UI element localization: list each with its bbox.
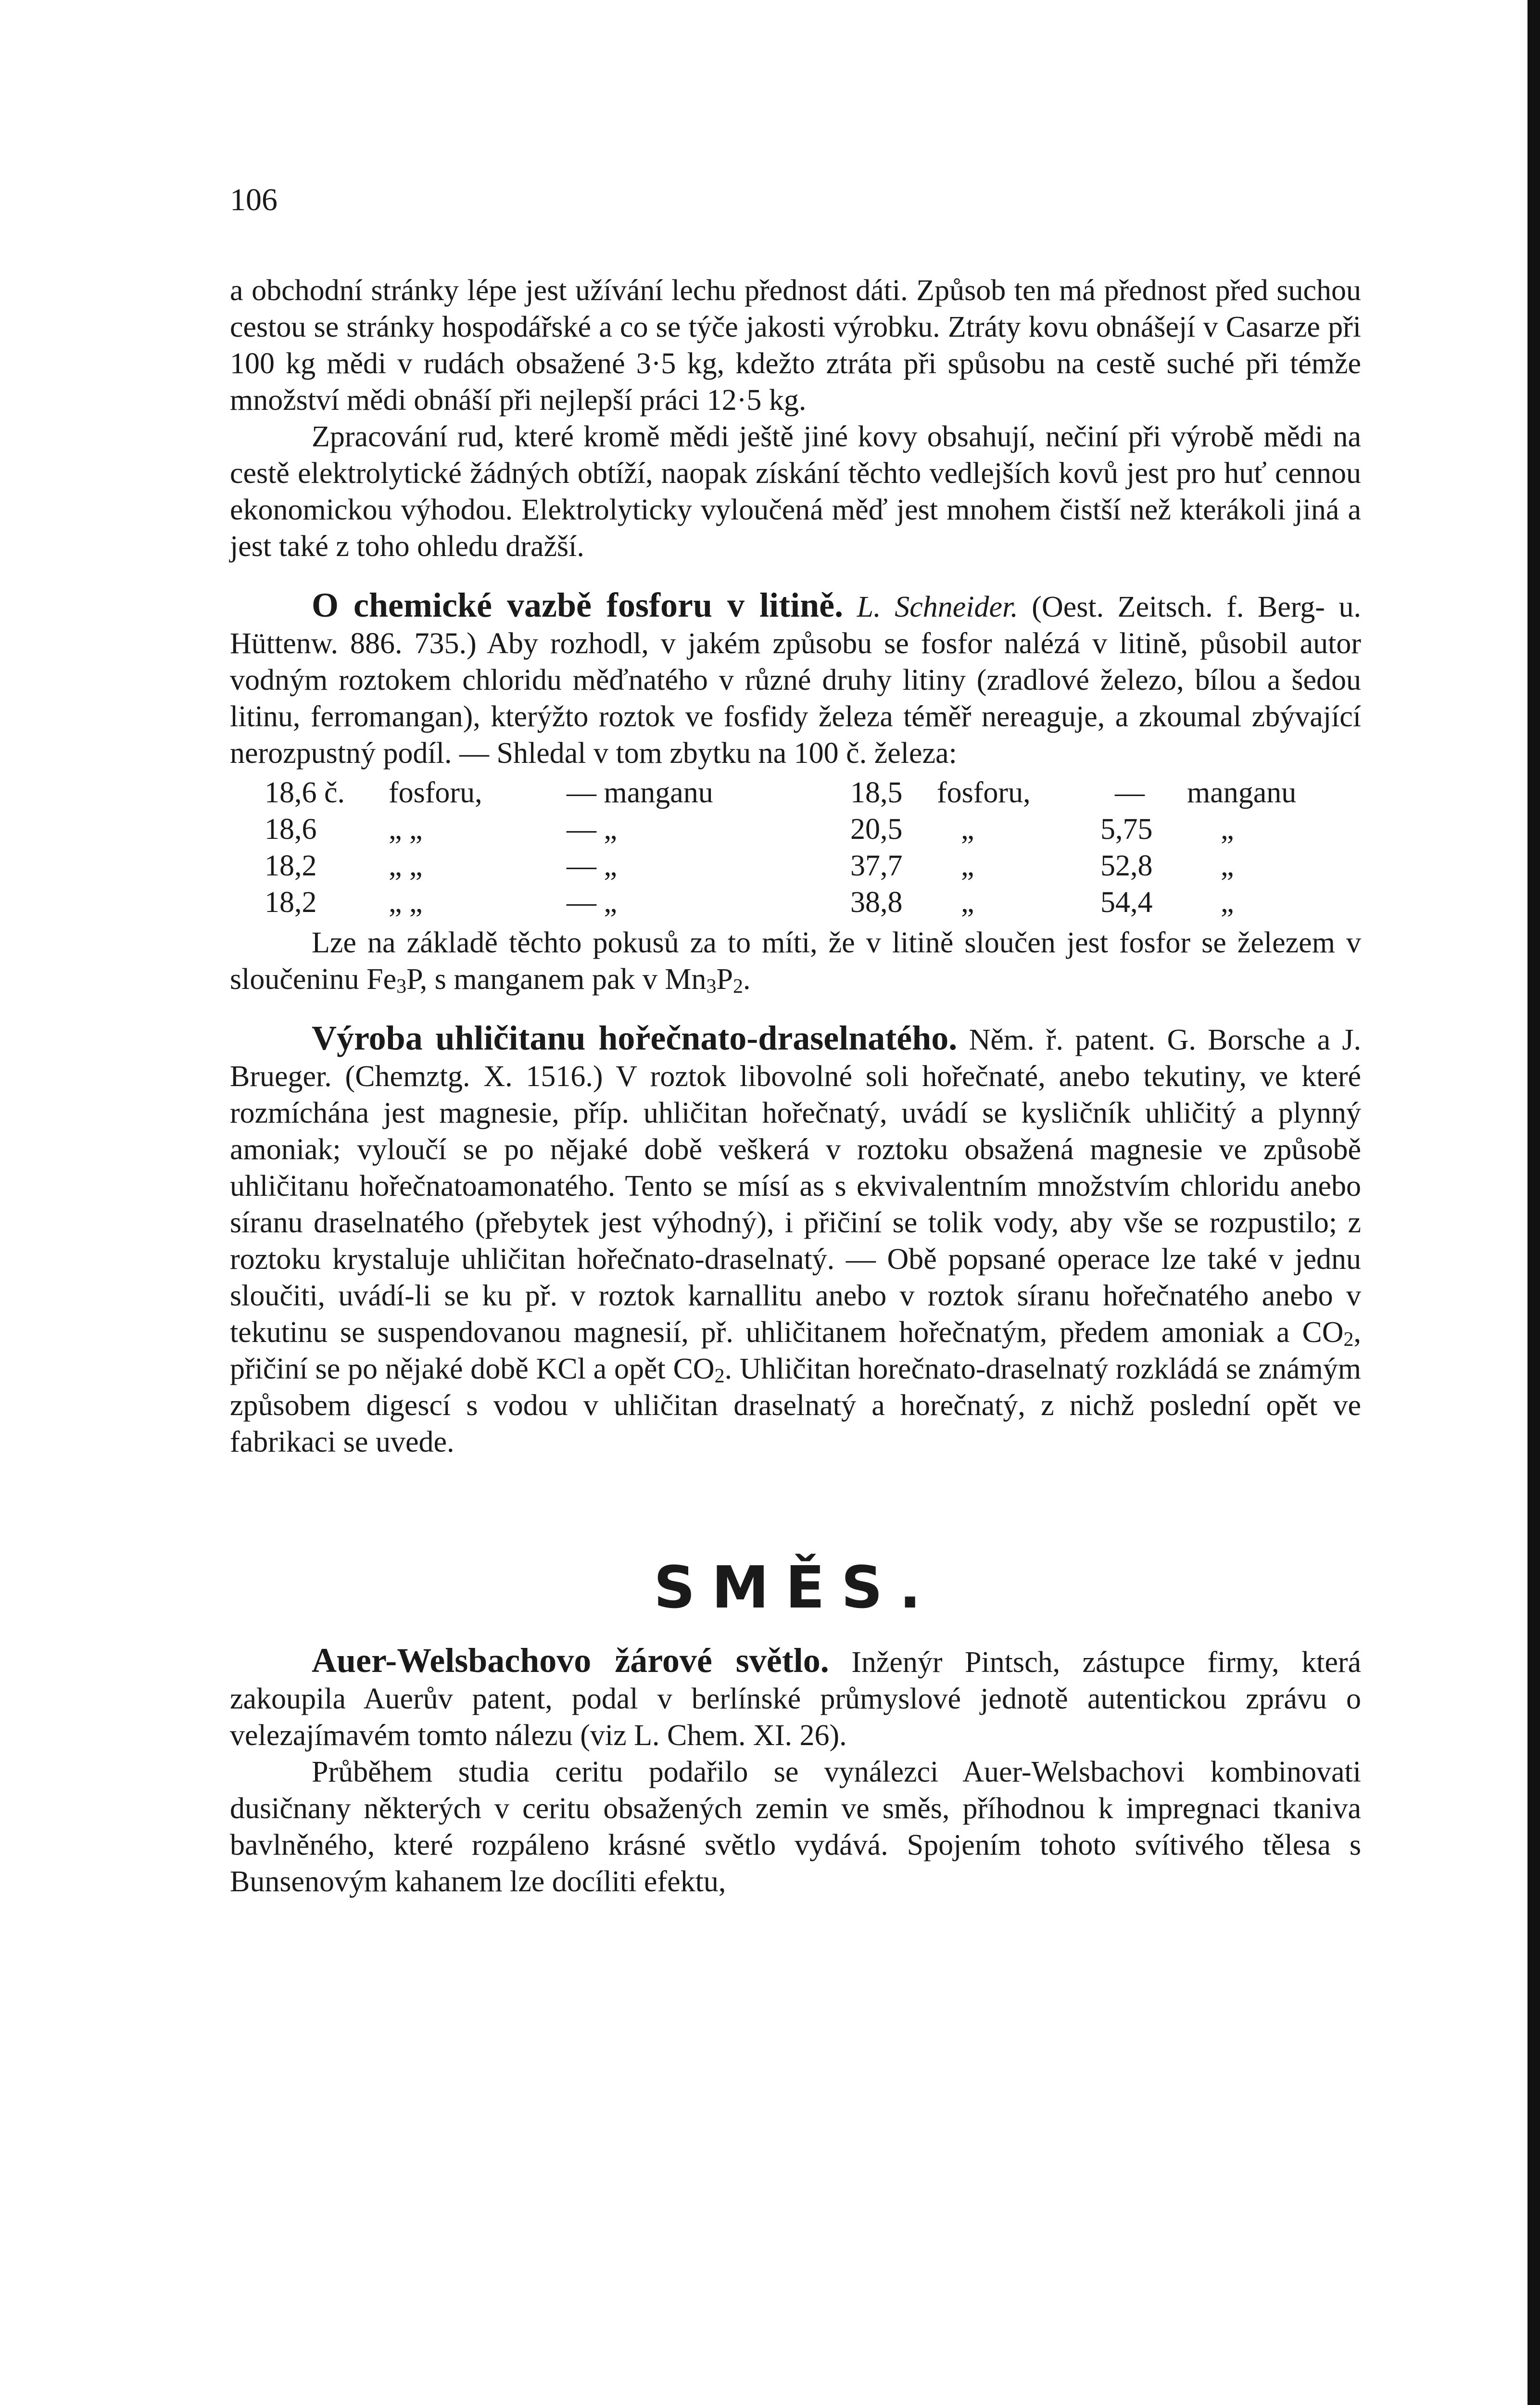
page-body — [230, 272, 1361, 1900]
scan-edge — [1527, 0, 1540, 2405]
page-number: 106 — [230, 182, 278, 217]
phosphorus-table: 18,6 č. fosforu, — manganu 18,5 fosforu, — manganu 18,6 „ „ — „ 20,5 „ 5,75 „ 18,2 „ „ — „ 37,7 „ 52,8 „ 18,2 „ „ — „ 38,8 „ 54,4 „ — [265, 776, 1297, 919]
article-magnesium-carbonate: Výroba uhličitanu hořečnato-draselnatého. Něm. ř. patent. G. Borsche a J. Brueger. (Chemztg. X. 1516.) V roztok libovolné soli hořečnaté, anebo tekutiny, ve které rozmíchána jest magnesie, příp. uhličitan hořečnatý, uvádí se kysličník uhličitý a plynný amoniak; vyloučí se po nějaké době veškerá v roztoku obsažená magnesie ve způsobě uhličitanu hořečnatoamonatého. Tento se mísí as s ekvivalentním množstvím chloridu anebo síranu draselnatého (přebytek jest výhodný), i přičiní se tolik vody, aby vše se rozpustilo; z roztoku krystaluje uhličitan hořečnato-draselnatý. — Obě popsané operace lze také v jednu sloučiti, uvádí-li se ku př. v roztok karnallitu anebo v roztok síranu hořečnatého anebo v tekutinu se suspendovanou magnesií, př. uhličitanem hořečnatým, předem amoniak a $CO_2$, přičiní se po nějaké době KCl a opět $CO_2$. Uhličitan horečnato-draselnatý rozkládá se známým způsobem digescí s vodou v uhličitan draselnatý a horečnatý, z nichž poslední opět ve fabrikaci se uvede. — [230, 1019, 1362, 1458]
article-source: (Oest. Zeitsch. f. Berg- u. Hüttenw. 886. 735.) — [230, 591, 1361, 660]
paragraph-intro: a obchodní stránky lépe jest užívání lechu přednost dáti. Způsob ten má přednost před suchou cestou se stránky hospodářské a co se týče jakosti výrobku. Ztráty kovu obnášejí v Casarze při 100 kg mědi v rudách obsažené 3·5 kg, kdežto ztráta při spůsobu na cestě suché při témže množství mědi obnáší při nejlepší práci 12·5 kg. — [230, 274, 1361, 417]
section-title: SMĚS. — [654, 1555, 937, 1621]
article-body: Aby rozhodl, v jakém způsobu se fosfor nalézá v litině, působil autor vodným roztokem chloridu měďnatého v různé druhy litiny (zradlové železo, bílou a šedou litinu, ferromangan), kterýžto roztok ve fosfidy železa téměř nereaguje, a zkoumal zbývající nerozpustný podíl. — Shledal v tom zbytku na 100 č. železa: — [230, 627, 1361, 770]
article-title: Auer-Welsbachovo žárové světlo. — [312, 1641, 829, 1680]
paragraph-ores: Zpracování rud, které kromě mědi ještě jiné kovy obsahují, nečiní při výrobě mědi na cestě elektrolytické žádných obtíží, naopak získání těchto vedlejších kovů jest pro huť cennou ekonomickou výhodou. Elektrolyticky vyloučená měď jest mnohem čistší než kterákoli jiná a jest také z toho ohledu dražší. — [230, 420, 1361, 563]
article-welsbach-continued: Průběhem studia ceritu podařilo se vynálezci Auer-Welsbachovi kombinovati dusičnany některých v ceritu obsažených zemin ve směs, příhodnou k impregnaci tkaniva bavlněného, které rozpáleno krásné světlo vydává. Spojením tohoto svítivého tělesa s Bunsenovým kahanem lze docíliti efektu, — [230, 1756, 1361, 1898]
article-title: Výroba uhličitanu hořečnato-draselnatého. — [312, 1019, 958, 1057]
article-phosphorus — [230, 587, 1361, 772]
article-author: L. Schneider. — [857, 591, 1018, 623]
article-conclusion: Lze na základě těchto pokusů za to míti, že v litině sloučen jest fosfor se železem v sloučeninu $Fe_3P$, s manganem pak v $Mn_3P_2$. — [230, 926, 1361, 998]
article-title: O chemické vazbě fosforu v litině. — [312, 586, 844, 624]
article-meta: Něm. ř. patent. G. Borsche a J. Brueger. (Chemztg. X. 1516.) — [230, 1024, 1361, 1093]
article-welsbach: Auer-Welsbachovo žárové světlo. Inženýr Pintsch, zástupce firmy, která zakoupila Auerův patent, podal v berlínské průmyslové jednotě autentickou zprávu o velezajímavém tomto nálezu (viz L. Chem. XI. 26). — [230, 1641, 1362, 1752]
